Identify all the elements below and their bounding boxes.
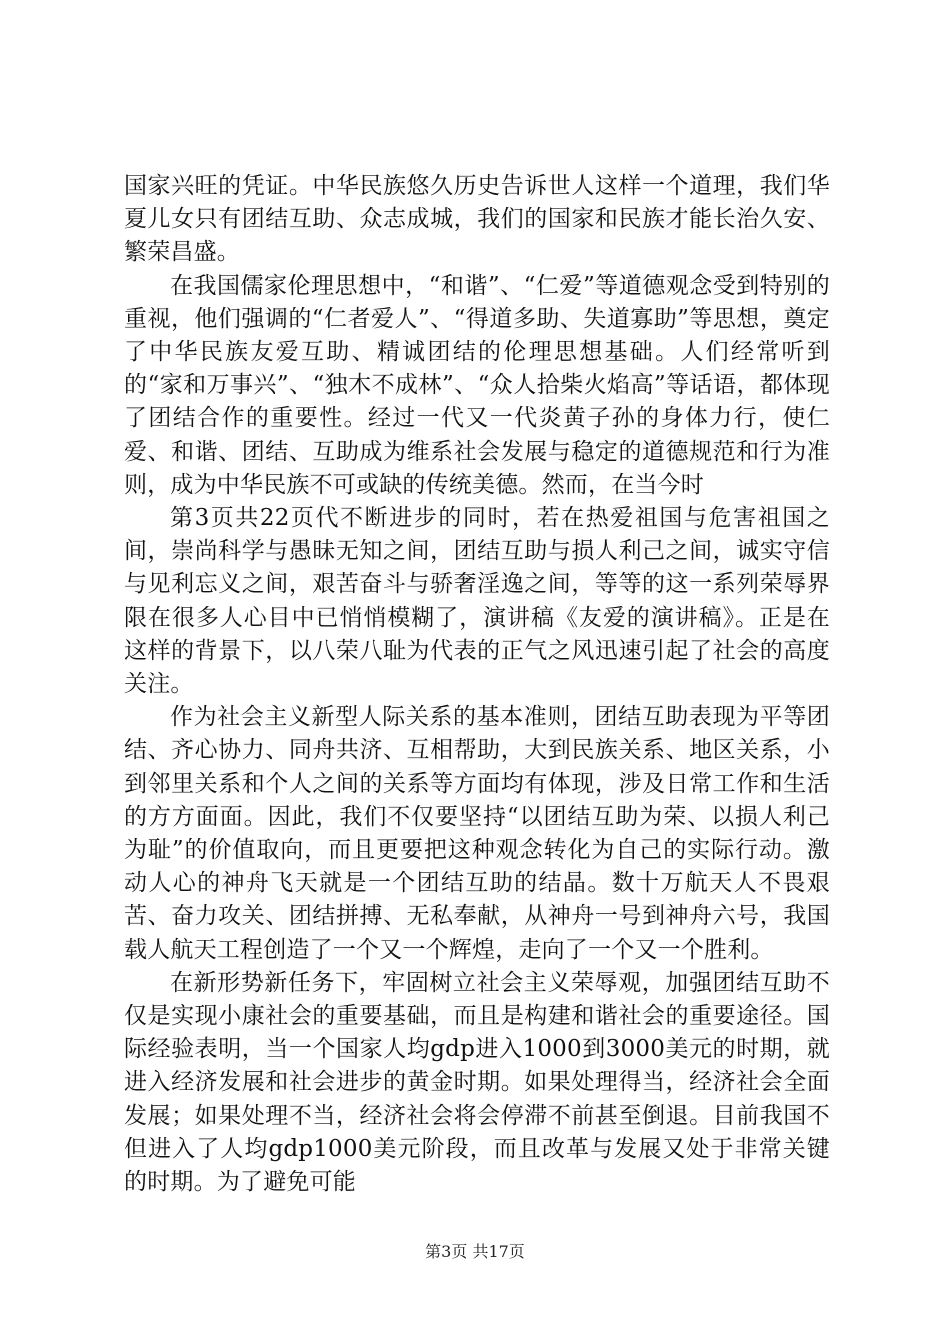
body-text [124,170,830,1199]
paragraph-2: 在我国儒家伦理思想中，“和谐”、“仁爱”等道德观念受到特别的重视，他们强调的“仁者爱人”、“得道多助、失道寡助”等思想，奠定了中华民族友爱互助、精诚团结的伦理思想基础。人们经常听到的“家和万事兴”、“独木不成林”、“众人拾柴火焰高”等话语，都体现了团结合作的重要性。经过一代又一代炎黄子孙的身体力行，使仁爱、和谐、团结、互助成为维系社会发展与稳定的道德规范和行为准则，成为中华民族不可或缺的传统美德。然而，在当今时 [124,272,830,498]
paragraph-5: 在新形势新任务下，牢固树立社会主义荣辱观，加强团结互助不仅是实现小康社会的重要基础，而且是构建和谐社会的重要途径。国际经验表明，当一个国家人均gdp进入1000到3000美元的时期，就进入经济发展和社会进步的黄金时期。如果处理得当，经济社会全面发展；如果处理不当，经济社会将会停滞不前甚至倒退。目前我国不但进入了人均gdp1000美元阶段，而且改革与发展又处于非常关键的时期。为了避免可能 [124,969,830,1196]
paragraph-3: 第3页共22页代不断进步的同时，若在热爱祖国与危害祖国之间，崇尚科学与愚昧无知之间，团结互助与损人利己之间，诚实守信与见利忘义之间，艰苦奋斗与骄奢淫逸之间，等等的这一系列荣辱界限在很多人心目中已悄悄模糊了，演讲稿《友爱的演讲稿》。正是在这样的背景下，以八荣八耻为代表的正气之风迅速引起了社会的高度关注。 [124,505,830,698]
page-footer: 第3页 共17页 [425,1242,525,1261]
paragraph-4: 作为社会主义新型人际关系的基本准则，团结互助表现为平等团结、齐心协力、同舟共济、互相帮助，大到民族关系、地区关系，小到邻里关系和个人之间的关系等方面均有体现，涉及日常工作和生活的方方面面。因此，我们不仅要坚持“以团结互助为荣、以损人利己为耻”的价值取向，而且更要把这种观念转化为自己的实际行动。激动人心的神舟飞天就是一个团结互助的结晶。数十万航天人不畏艰苦、奋力攻关、团结拼搏、无私奉献，从神舟一号到神舟六号，我国载人航天工程创造了一个又一个辉煌，走向了一个又一个胜利。 [124,704,830,963]
paragraph-1: 国家兴旺的凭证。中华民族悠久历史告诉世人这样一个道理，我们华夏儿女只有团结互助、众志成城，我们的国家和民族才能长治久安、繁荣昌盛。 [124,173,830,266]
